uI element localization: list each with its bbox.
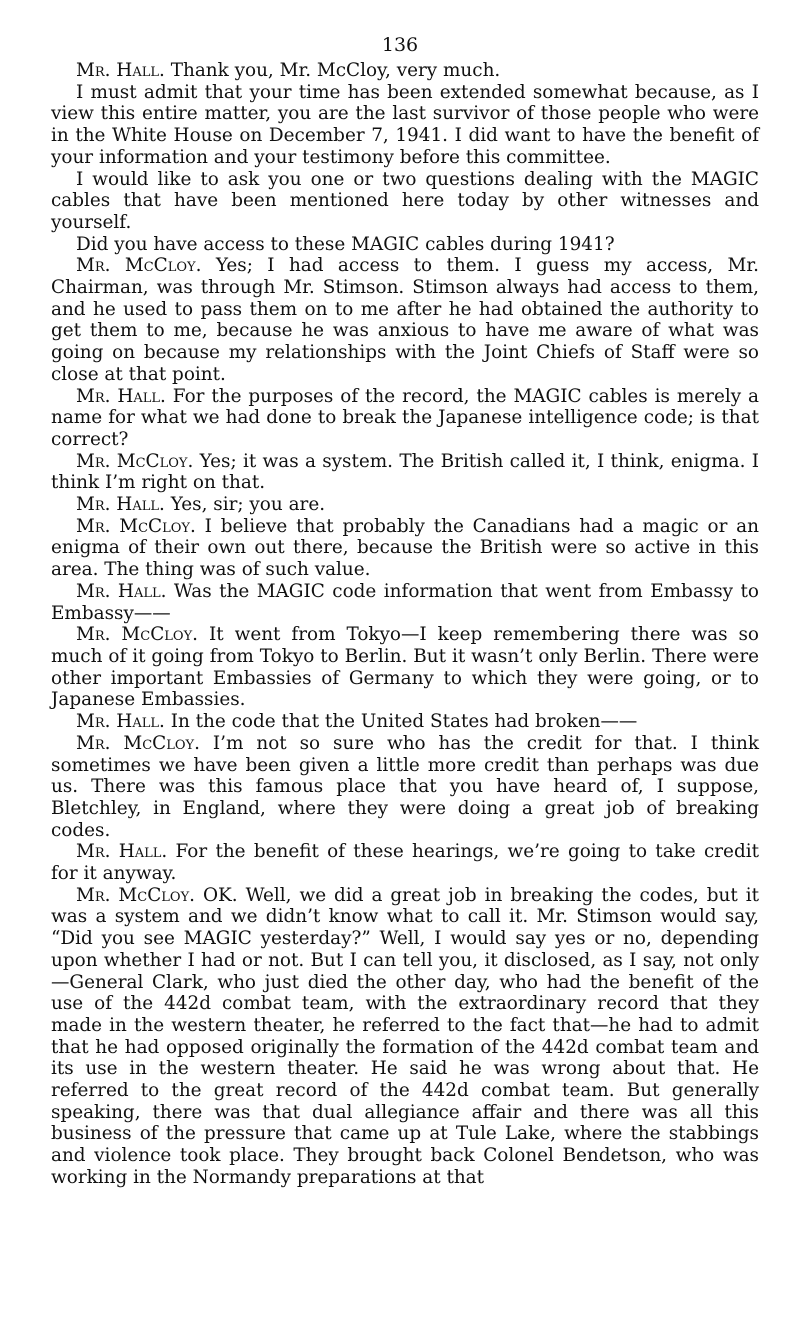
paragraph xyxy=(51,516,759,581)
paragraph xyxy=(51,494,759,516)
speaker-name: Mr. Hall. xyxy=(76,841,168,863)
paragraph xyxy=(51,711,759,733)
speaker-name: Mr. Hall. xyxy=(76,580,167,602)
paragraph-text: Did you have access to these MAGIC cables during 1941? xyxy=(76,233,615,255)
paragraph xyxy=(51,451,759,494)
paragraph-text: In the code that the United States had broken—— xyxy=(164,711,638,733)
paragraph xyxy=(51,169,759,234)
paragraph-text: OK. Well, we did a great job in breaking the codes, but it was a system and we didn’t know what to call it. Mr. Stimson would say, “Did you see MAGIC yesterday?” Well, I would say yes or no, depending upon whether I had or not. But I can tell you, it disclosed, as I say, not only—General Clark, who just died the other day, who had the benefit of the use of the 442d combat team, with the extraordinary record that they made in the western theater, he referred to the fact that—he had to admit that he had opposed originally the formation of the 442d combat team and its use in the western theater. He said he was wrong about that. He referred to the great record of the 442d combat team. But generally speaking, there was that dual allegiance affair and there was all this business of the pressure that came up at Tule Lake, where the stabbings and violence took place. They brought back Colonel Bendetson, who was working in the Normandy preparations at that xyxy=(51,884,759,1188)
paragraph xyxy=(51,885,759,1189)
paragraph xyxy=(51,255,759,385)
paragraph xyxy=(51,624,759,711)
hearing-transcript xyxy=(51,60,759,1189)
paragraph-text: It went from Tokyo—I keep remembering there was so much of it going from Tokyo to Berlin. But it wasn’t only Berlin. There were other important Embassies of Germany to which they were going, or to Japanese Embassies. xyxy=(51,624,759,711)
paragraph-text: For the purposes of the record, the MAGIC cables is merely a name for what we had done to break the Japanese intelligence code; is that correct? xyxy=(51,385,759,450)
speaker-name: Mr. McCloy. xyxy=(76,884,195,906)
paragraph xyxy=(51,841,759,884)
paragraph-text: I’m not so sure who has the credit for that. I think sometimes we have been given a little more credit than perhaps was due us. There was this famous place that you have heard of, I suppose, Bletchley, in England, where they were doing a great job of breaking codes. xyxy=(51,732,759,841)
speaker-name: Mr. Hall. xyxy=(76,494,165,516)
speaker-name: Mr. McCloy. xyxy=(76,624,198,646)
paragraph xyxy=(51,581,759,624)
paragraph-text: Yes; I had access to them. I guess my access, Mr. Chairman, was through Mr. Stimson. Stimson always had access to them, and he used to pass them on to me after he had obtained the authority to get them to me, because he was anxious to have me aware of what was going on because my relationships with the Joint Chiefs of Staff were so close at that point. xyxy=(51,255,759,385)
paragraph-text: Yes, sir; you are. xyxy=(164,494,326,516)
speaker-name: Mr. McCloy. xyxy=(76,255,202,277)
speaker-name: Mr. McCloy. xyxy=(76,515,196,537)
paragraph-text: I believe that probably the Canadians had a magic or an enigma of their own out there, because the British were so active in this area. The thing was of such value. xyxy=(51,515,759,581)
paragraph-text: I must admit that your time has been extended somewhat because, as I view this entire matter, you are the last survivor of those people who were in the White House on December 7, 1941. I did want to have the benefit of your information and your testimony before this committee. xyxy=(51,81,759,168)
paragraph-text: For the benefit of these hearings, we’re going to take credit for it anyway. xyxy=(51,841,759,885)
paragraph xyxy=(51,733,759,842)
speaker-name: Mr. Hall. xyxy=(76,711,165,733)
paragraph xyxy=(51,386,759,451)
paragraph-text: Was the MAGIC code information that went from Embassy to Embassy—— xyxy=(51,580,759,624)
speaker-name: Mr. McCloy. xyxy=(76,450,194,472)
speaker-name: Mr. Hall. xyxy=(76,60,165,81)
paragraph-text: Thank you, Mr. McCloy, very much. xyxy=(164,60,501,81)
paragraph-text: I would like to ask you one or two questions dealing with the MAGIC cables that have been mentioned here today by other witnesses and yourself. xyxy=(51,168,759,233)
speaker-name: Mr. Hall. xyxy=(76,385,166,407)
paragraph xyxy=(51,234,759,256)
paragraph xyxy=(51,60,759,82)
paragraph xyxy=(51,82,759,169)
page-number: 136 xyxy=(381,34,419,56)
paragraph-text: Yes; it was a system. The British called it, I think, enigma. I think I’m right on that. xyxy=(51,450,759,494)
speaker-name: Mr. McCloy. xyxy=(76,732,200,754)
